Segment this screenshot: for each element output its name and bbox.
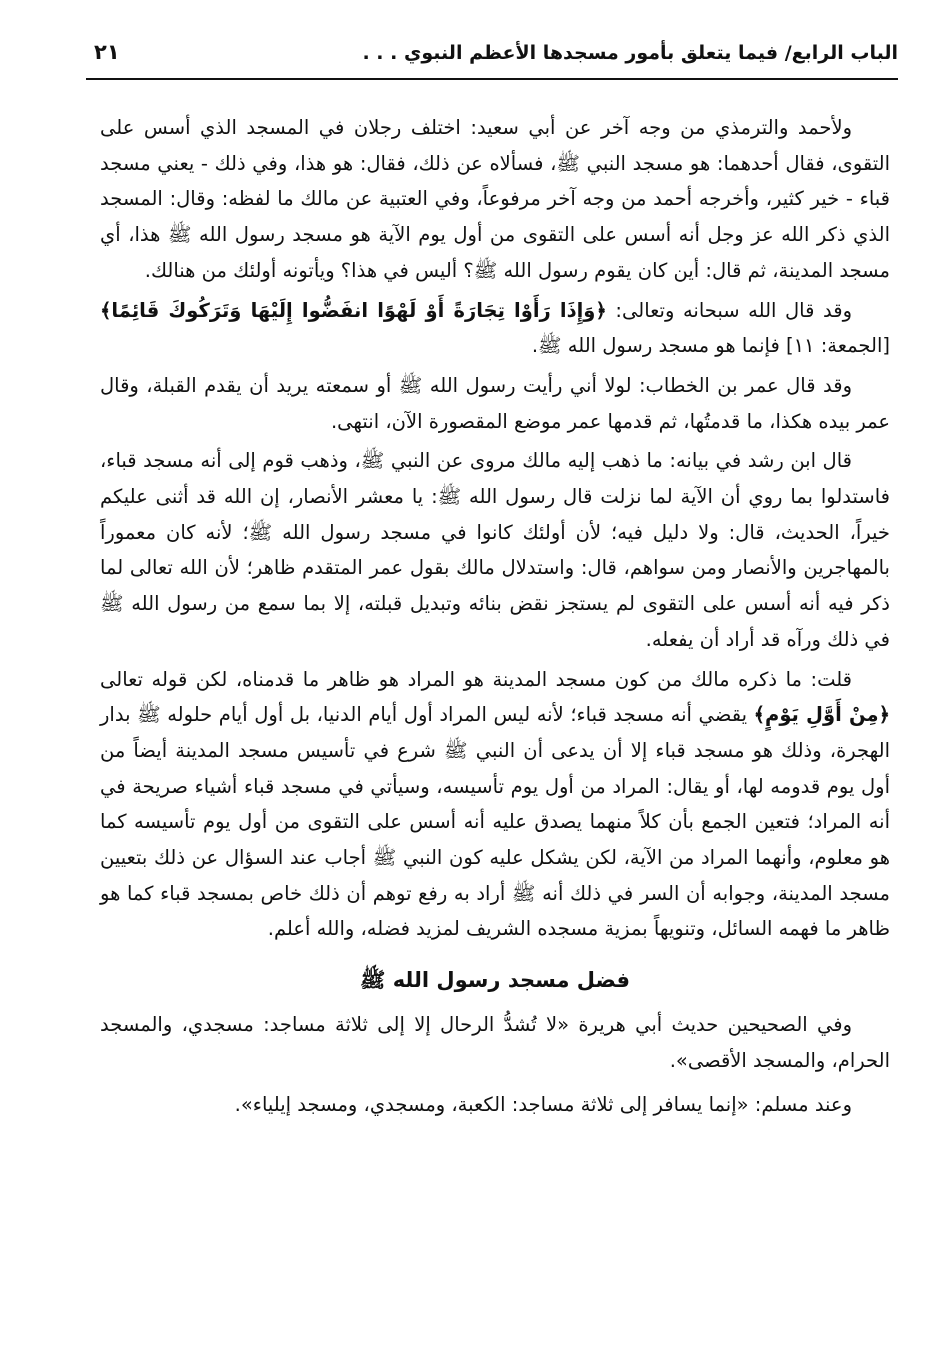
paragraph-muslim: وعند مسلم: «إنما يسافر إلى ثلاثة مساجد: الكعبة، ومسجدي، ومسجد إيلياء». bbox=[234, 1092, 852, 1116]
qult-middle-text: يقضي أنه مسجد قباء؛ لأنه ليس المراد أول أيام الدنيا، بل أول أيام حلوله ﷺ bbox=[130, 703, 754, 727]
section-heading: فضل مسجد رسول الله ﷺ bbox=[360, 968, 630, 993]
paragraph-qult bbox=[100, 662, 890, 948]
paragraph-umar: وقد قال عمر بن الخطاب: لولا أني رأيت رسول الله ﷺ أو سمعته يريد أن يقدم القبلة، وقال عمر بيده هكذا، ما قدمتُها، ثم قدمها عمر موضع المقصورة الآن، انتهى. bbox=[100, 373, 890, 433]
quran-intro-text: وقد قال الله سبحانه وتعالى: bbox=[606, 298, 852, 322]
paragraph-quran-jumuah bbox=[100, 293, 890, 364]
running-header bbox=[86, 38, 898, 80]
quran-verse: ﴿وَإِذَا رَأَوْا تِجَارَةً أَوْ لَهْوًا انفَضُّوا إِلَيْهَا وَتَرَكُوكَ قَائِمًا﴾ bbox=[100, 298, 607, 322]
paragraph-ibn-rushd: قال ابن رشد في بيانه: ما ذهب إليه مالك مروى عن النبي ﷺ، وذهب قوم إلى أنه مسجد قباء، فاستدلوا بما روي أن الآية لما نزلت قال رسول الله ﷺ: يا معشر الأنصار، إن الله قد أثنى عليكم خيراً، الحديث، قال: ولا دليل فيه؛ لأن أولئك كانوا في مسجد رسول الله ﷺ؛ لأنه كان معموراً بالمهاجرين والأنصار ومن سواهم، قال: واستدلال مالك بقول عمر المتقدم ظاهر؛ لأن الله تعالى لما ذكر فيه أنه أسس على التقوى لم يستجز نقض بنائه وتبديل قبلته، إلا بما سمع من رسول الله ﷺ في ذلك ورآه قد أراد أن يفعله. bbox=[100, 449, 890, 651]
quran-verse-short: ﴿مِنْ أَوَّلِ يَوْمٍ﴾ bbox=[753, 703, 890, 727]
qult-intro-text: قلت: ما ذكره مالك من كون مسجد المدينة هو المراد هو ظاهر ما قدمناه، لكن قوله تعالى bbox=[100, 667, 852, 691]
page-number: ٢١ bbox=[94, 40, 120, 64]
page-body bbox=[100, 110, 890, 1122]
qult-continuation-text: بدار الهجرة، وذلك هو مسجد قباء إلا أن يدعى أن النبي ﷺ شرع في تأسيس مسجد المدينة أيضاً من أول يوم قدومه لها، أو يقال: المراد من أول يوم تأسيسه، وسيأتي في مسجد قباء أشياء صريحة في أنه المراد؛ فتعين الجمع بأن كلاً منهما يصدق عليه أنه أسس على التقوى من أول يوم تأسيسه كما هو معلوم، وأنهما المراد من الآية، لكن يشكل عليه كون النبي ﷺ أجاب عند السؤال عن ذلك بتعيين مسجد المدينة، وجوابه أن السر في ذلك أنه ﷺ أراد به رفع توهم أن ذلك خاص بمسجد قباء كما هو ظاهر ما فهمه السائل، وتنويهاً بمزية مسجده الشريف لمزيد فضله، والله أعلم. bbox=[100, 703, 890, 941]
chapter-title: الباب الرابع/ فيما يتعلق بأمور مسجدها الأعظم النبوي . . . bbox=[362, 42, 898, 64]
paragraph-ahmad-tirmidhi: ولأحمد والترمذي من وجه آخر عن أبي سعيد: اختلف رجلان في المسجد الذي أسس على التقوى، فقال أحدهما: هو مسجد النبي ﷺ، فسألاه عن ذلك، فقال: هو هذا، وفي ذلك - يعني مسجد قباء - خير كثير، وأخرجه أحمد من وجه آخر مرفوعاً، وفي العتبية عن مالك ما لفظه: وقال: المسجد الذي ذكر الله عز وجل أنه أسس على التقوى من أول يوم الآية هو مسجد رسول الله ﷺ هذا، أي مسجد المدينة، ثم قال: أين كان يقوم رسول الله ﷺ؟ أليس في هذا؟ ويأتونه أولئك من هنالك. bbox=[100, 116, 890, 282]
quran-after-text: [الجمعة: ١١] فإنما هو مسجد رسول الله ﷺ. bbox=[531, 334, 890, 358]
paragraph-sahihayn: وفي الصحيحين حديث أبي هريرة «لا تُشدُّ الرحال إلا إلى ثلاثة مساجد: مسجدي، والمسجد الحرام، والمسجد الأقصى». bbox=[100, 1013, 890, 1072]
